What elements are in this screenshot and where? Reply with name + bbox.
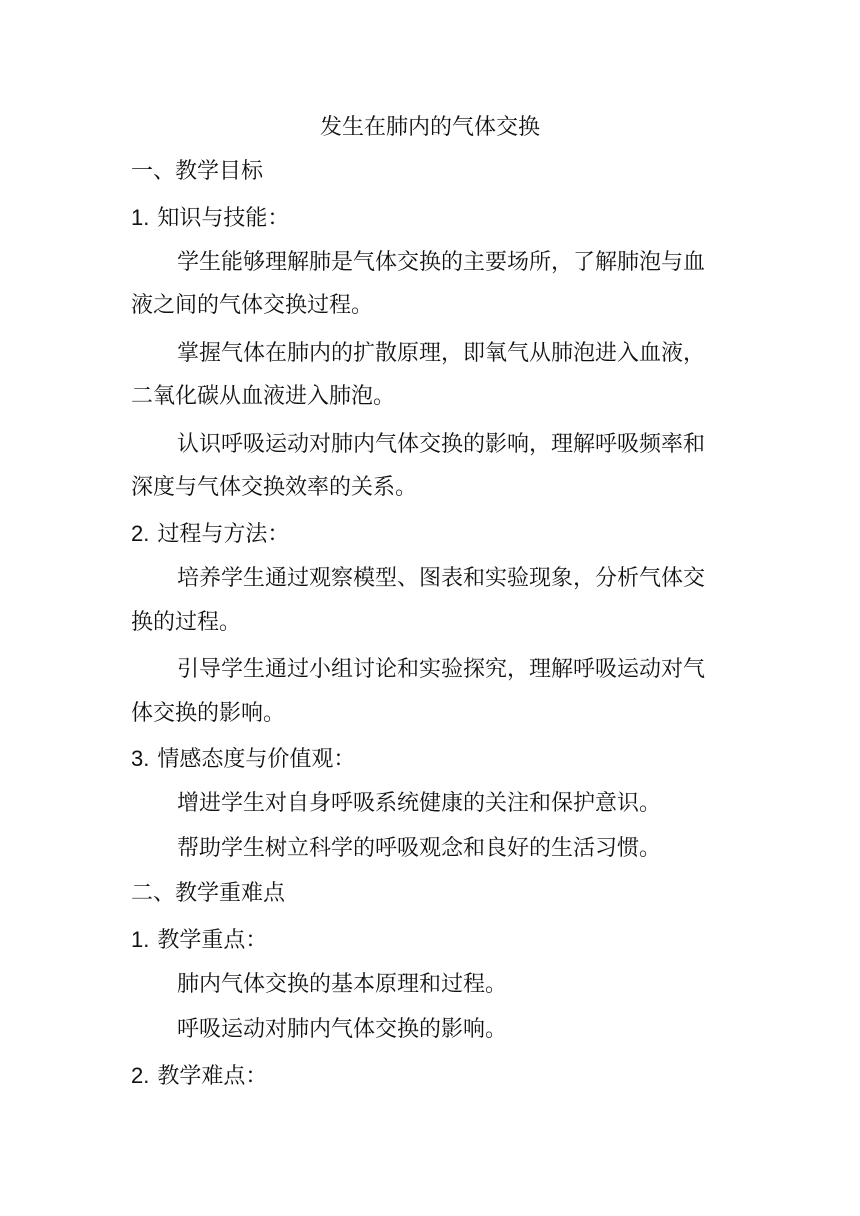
paragraph-line: 深度与气体交换效率的关系。 xyxy=(131,475,418,500)
section-heading-key-points: 二、教学重难点 xyxy=(131,881,286,906)
paragraph-line: 体交换的影响。 xyxy=(131,701,286,726)
subheading-text: 教学重点： xyxy=(157,928,268,953)
paragraph-line: 肺内气体交换的基本原理和过程。 xyxy=(177,972,508,997)
list-number: 3. xyxy=(131,746,150,771)
subheading-text: 教学难点： xyxy=(157,1064,268,1089)
subheading-teaching-difficulty xyxy=(131,1061,731,1092)
paragraph-line: 培养学生通过观察模型、图表和实验现象，分析气体交 xyxy=(177,566,706,591)
document-title: 发生在肺内的气体交换 xyxy=(319,115,540,140)
list-number: 2. xyxy=(131,521,150,546)
paragraph-line: 二氧化碳从血液进入肺泡。 xyxy=(131,384,396,409)
subheading-text: 过程与方法： xyxy=(157,522,290,547)
subheading-attitude-values xyxy=(131,744,731,775)
subheading-knowledge-skills xyxy=(131,203,731,234)
list-number: 1. xyxy=(131,927,150,952)
paragraph-line: 帮助学生树立科学的呼吸观念和良好的生活习惯。 xyxy=(177,836,662,861)
paragraph-line: 液之间的气体交换过程。 xyxy=(131,293,374,318)
subheading-text: 知识与技能： xyxy=(157,206,290,231)
list-number: 2. xyxy=(131,1063,150,1088)
subheading-process-methods xyxy=(131,519,731,550)
paragraph-line: 引导学生通过小组讨论和实验探究，理解呼吸运动对气 xyxy=(177,657,706,682)
subheading-text: 情感态度与价值观： xyxy=(157,747,356,772)
paragraph-line: 增进学生对自身呼吸系统健康的关注和保护意识。 xyxy=(177,791,662,816)
paragraph-line: 掌握气体在肺内的扩散原理，即氧气从肺泡进入血液， xyxy=(177,341,706,366)
paragraph-line: 呼吸运动对肺内气体交换的影响。 xyxy=(177,1017,508,1042)
paragraph-line: 换的过程。 xyxy=(131,610,242,635)
paragraph-line: 认识呼吸运动对肺内气体交换的影响，理解呼吸频率和 xyxy=(177,432,706,457)
paragraph-line: 学生能够理解肺是气体交换的主要场所，了解肺泡与血 xyxy=(177,250,706,275)
list-number: 1. xyxy=(131,205,150,230)
subheading-teaching-focus xyxy=(131,925,731,956)
section-heading-objectives: 一、教学目标 xyxy=(131,159,264,184)
